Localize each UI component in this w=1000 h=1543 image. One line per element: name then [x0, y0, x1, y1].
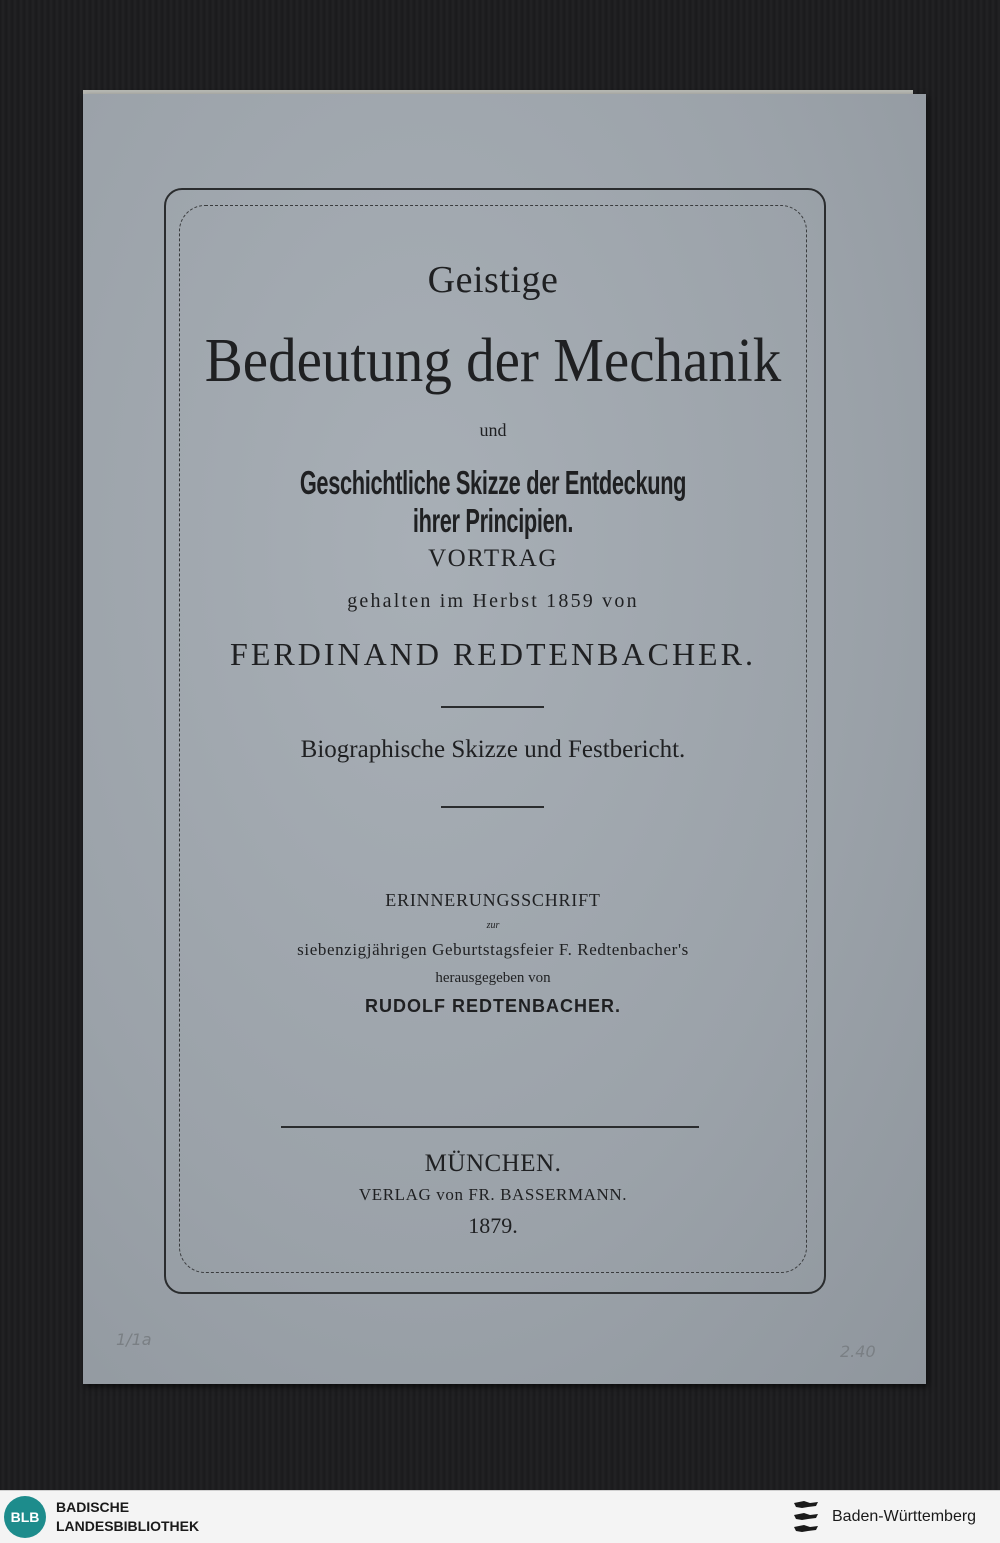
blb-logo-icon[interactable]: BLB: [4, 1496, 46, 1538]
divider-rule-2: [441, 806, 544, 808]
title-line-2: Bedeutung der Mechanik: [204, 327, 782, 395]
occasion-line-1: ERINNERUNGSSCHRIFT: [385, 890, 601, 910]
baden-wuerttemberg-lions-icon[interactable]: [790, 1497, 822, 1537]
divider-rule-1: [441, 706, 544, 708]
title-line-1: Geistige: [427, 259, 559, 301]
occasion-line-3: siebenzigjährigen Geburtstagsfeier F. Redtenbacher's: [297, 940, 689, 959]
pencil-mark-right: 2.40: [840, 1342, 876, 1361]
state-name[interactable]: Baden-Württemberg: [832, 1508, 977, 1525]
publisher-name: VERLAG von FR. BASSERMANN.: [358, 1185, 628, 1204]
occasion-line-2: zur: [486, 920, 500, 931]
author-name: FERDINAND REDTENBACHER.: [230, 636, 756, 672]
occasion-line-4: herausgegeben von: [435, 970, 551, 986]
publication-city: MÜNCHEN.: [424, 1150, 562, 1177]
lecture-note: gehalten im Herbst 1859 von: [347, 590, 639, 612]
publication-year: 1879.: [468, 1213, 518, 1238]
pencil-mark-left: 1/1a: [116, 1330, 152, 1349]
library-name-line-1: BADISCHE: [56, 1499, 130, 1515]
divider-rule-3: [281, 1126, 699, 1128]
library-name[interactable]: [56, 1498, 306, 1536]
lecture-label: VORTRAG: [428, 545, 558, 572]
library-name-line-2: LANDESBIBLIOTHEK: [56, 1518, 200, 1534]
title-line-3: Geschichtliche Skizze der Entdeckung ihrer Principien.: [299, 464, 687, 539]
editor-name: RUDOLF REDTENBACHER.: [365, 996, 621, 1016]
supplement-title: Biographische Skizze und Festbericht.: [300, 736, 686, 763]
title-connector: und: [479, 420, 507, 440]
